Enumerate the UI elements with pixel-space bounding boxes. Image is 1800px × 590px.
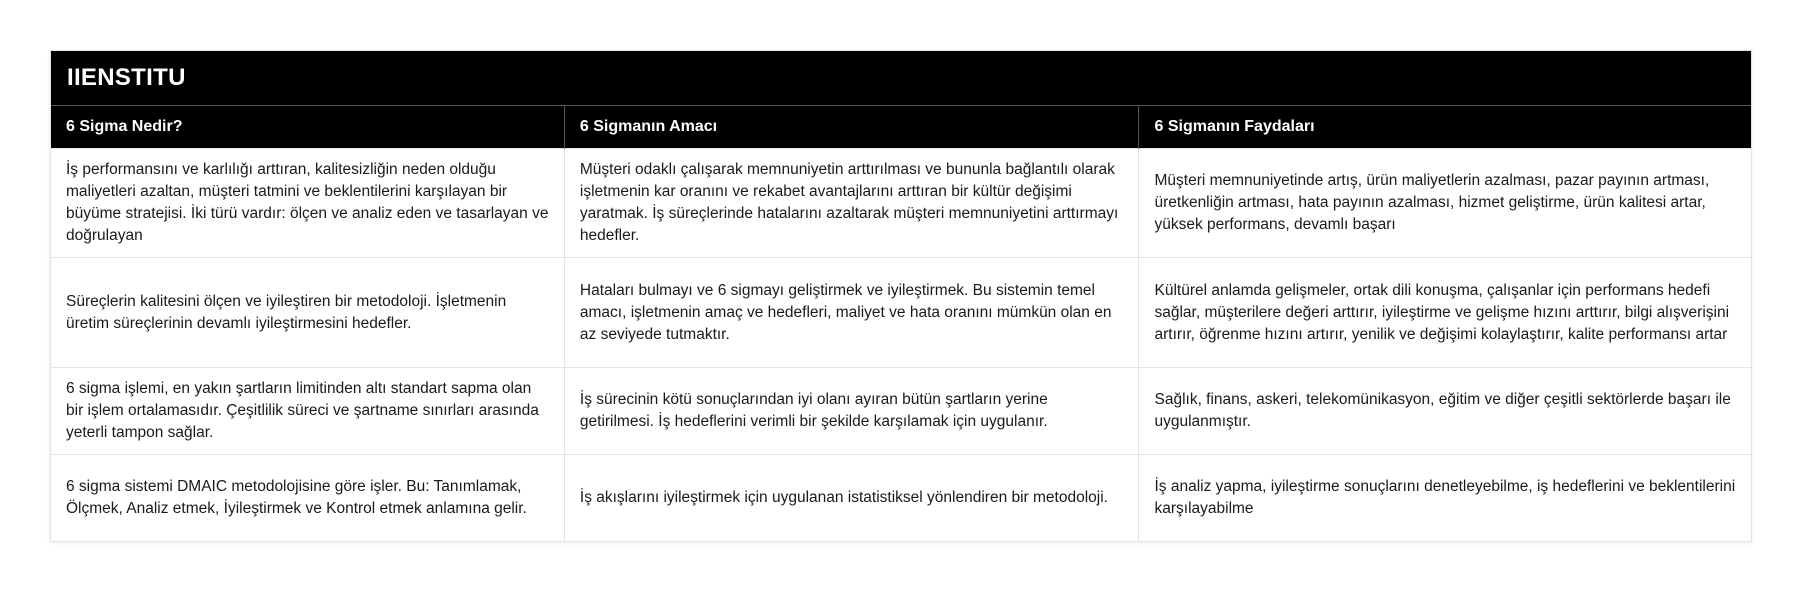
table-cell: İş analiz yapma, iyileştirme sonuçlarını denetleyebilme, iş hedeflerini ve beklentilerini karşılayabilme xyxy=(1139,455,1751,542)
table-cell: Hataları bulmayı ve 6 sigmayı geliştirmek ve iyileştirmek. Bu sistemin temel amacı, işletmenin amaç ve hedefleri, maliyet ve hata oranını mümkün olan en az seviyede tutmaktır. xyxy=(564,258,1139,368)
table-row xyxy=(51,149,1751,258)
column-header-benefits: 6 Sigmanın Faydaları xyxy=(1139,106,1751,149)
column-header-purpose: 6 Sigmanın Amacı xyxy=(564,106,1139,149)
table-cell: Kültürel anlamda gelişmeler, ortak dili konuşma, çalışanlar için performans hedefi sağlar, müşterilere değeri arttırır, iyileştirme ve gelişme hızını arttırır, bilgi alışverişini artırır, öğrenme hızını artırır, yenilik ve değişimi kolaylaştırır, kalite performansı artar xyxy=(1139,258,1751,368)
table-row xyxy=(51,455,1751,542)
table-cell: Müşteri memnuniyetinde artış, ürün maliyetlerin azalması, pazar payının artması, üretkenliğin artması, hata payının azalması, hizmet geliştirme, ürün kalitesi artar, yüksek performans, devamlı başarı xyxy=(1139,149,1751,258)
comparison-table-card xyxy=(50,50,1752,542)
table-row xyxy=(51,368,1751,455)
table-cell: 6 sigma işlemi, en yakın şartların limitinden altı standart sapma olan bir işlem ortalamasıdır. Çeşitlilik süreci ve şartname sınırları arasında yeterli tampon sağlar. xyxy=(51,368,564,455)
table-cell: Sağlık, finans, askeri, telekomünikasyon, eğitim ve diğer çeşitli sektörlerde başarı ile uygulanmıştır. xyxy=(1139,368,1751,455)
table-cell: 6 sigma sistemi DMAIC metodolojisine göre işler. Bu: Tanımlamak, Ölçmek, Analiz etmek, İyileştirmek ve Kontrol etmek anlamına gelir. xyxy=(51,455,564,542)
table-cell: Süreçlerin kalitesini ölçen ve iyileştiren bir metodoloji. İşletmenin üretim süreçlerinin devamlı iyileştirmesini hedefler. xyxy=(51,258,564,368)
column-header-definition: 6 Sigma Nedir? xyxy=(51,106,564,149)
header-row xyxy=(51,106,1751,149)
sigma-table xyxy=(51,106,1751,541)
table-cell: İş performansını ve karlılığı arttıran, kalitesizliğin neden olduğu maliyetleri azaltan, müşteri tatmini ve beklentilerini karşılayan bir büyüme stratejisi. İki türü vardır: ölçen ve analiz eden ve tasarlayan ve doğrulayan xyxy=(51,149,564,258)
table-cell: İş akışlarını iyileştirmek için uygulanan istatistiksel yönlendiren bir metodoloji. xyxy=(564,455,1139,542)
brand-title: IIENSTITU xyxy=(51,51,1751,106)
table-row xyxy=(51,258,1751,368)
table-cell: İş sürecinin kötü sonuçlarından iyi olanı ayıran bütün şartların yerine getirilmesi. İş hedeflerini verimli bir şekilde karşılamak için uygulanır. xyxy=(564,368,1139,455)
table-cell: Müşteri odaklı çalışarak memnuniyetin arttırılması ve bununla bağlantılı olarak işletmenin kar oranını ve rekabet avantajlarını arttıran bir kültür değişimi yaratmak. İş süreçlerinde hatalarını azaltarak müşteri memnuniyetini arttırmayı hedefler. xyxy=(564,149,1139,258)
